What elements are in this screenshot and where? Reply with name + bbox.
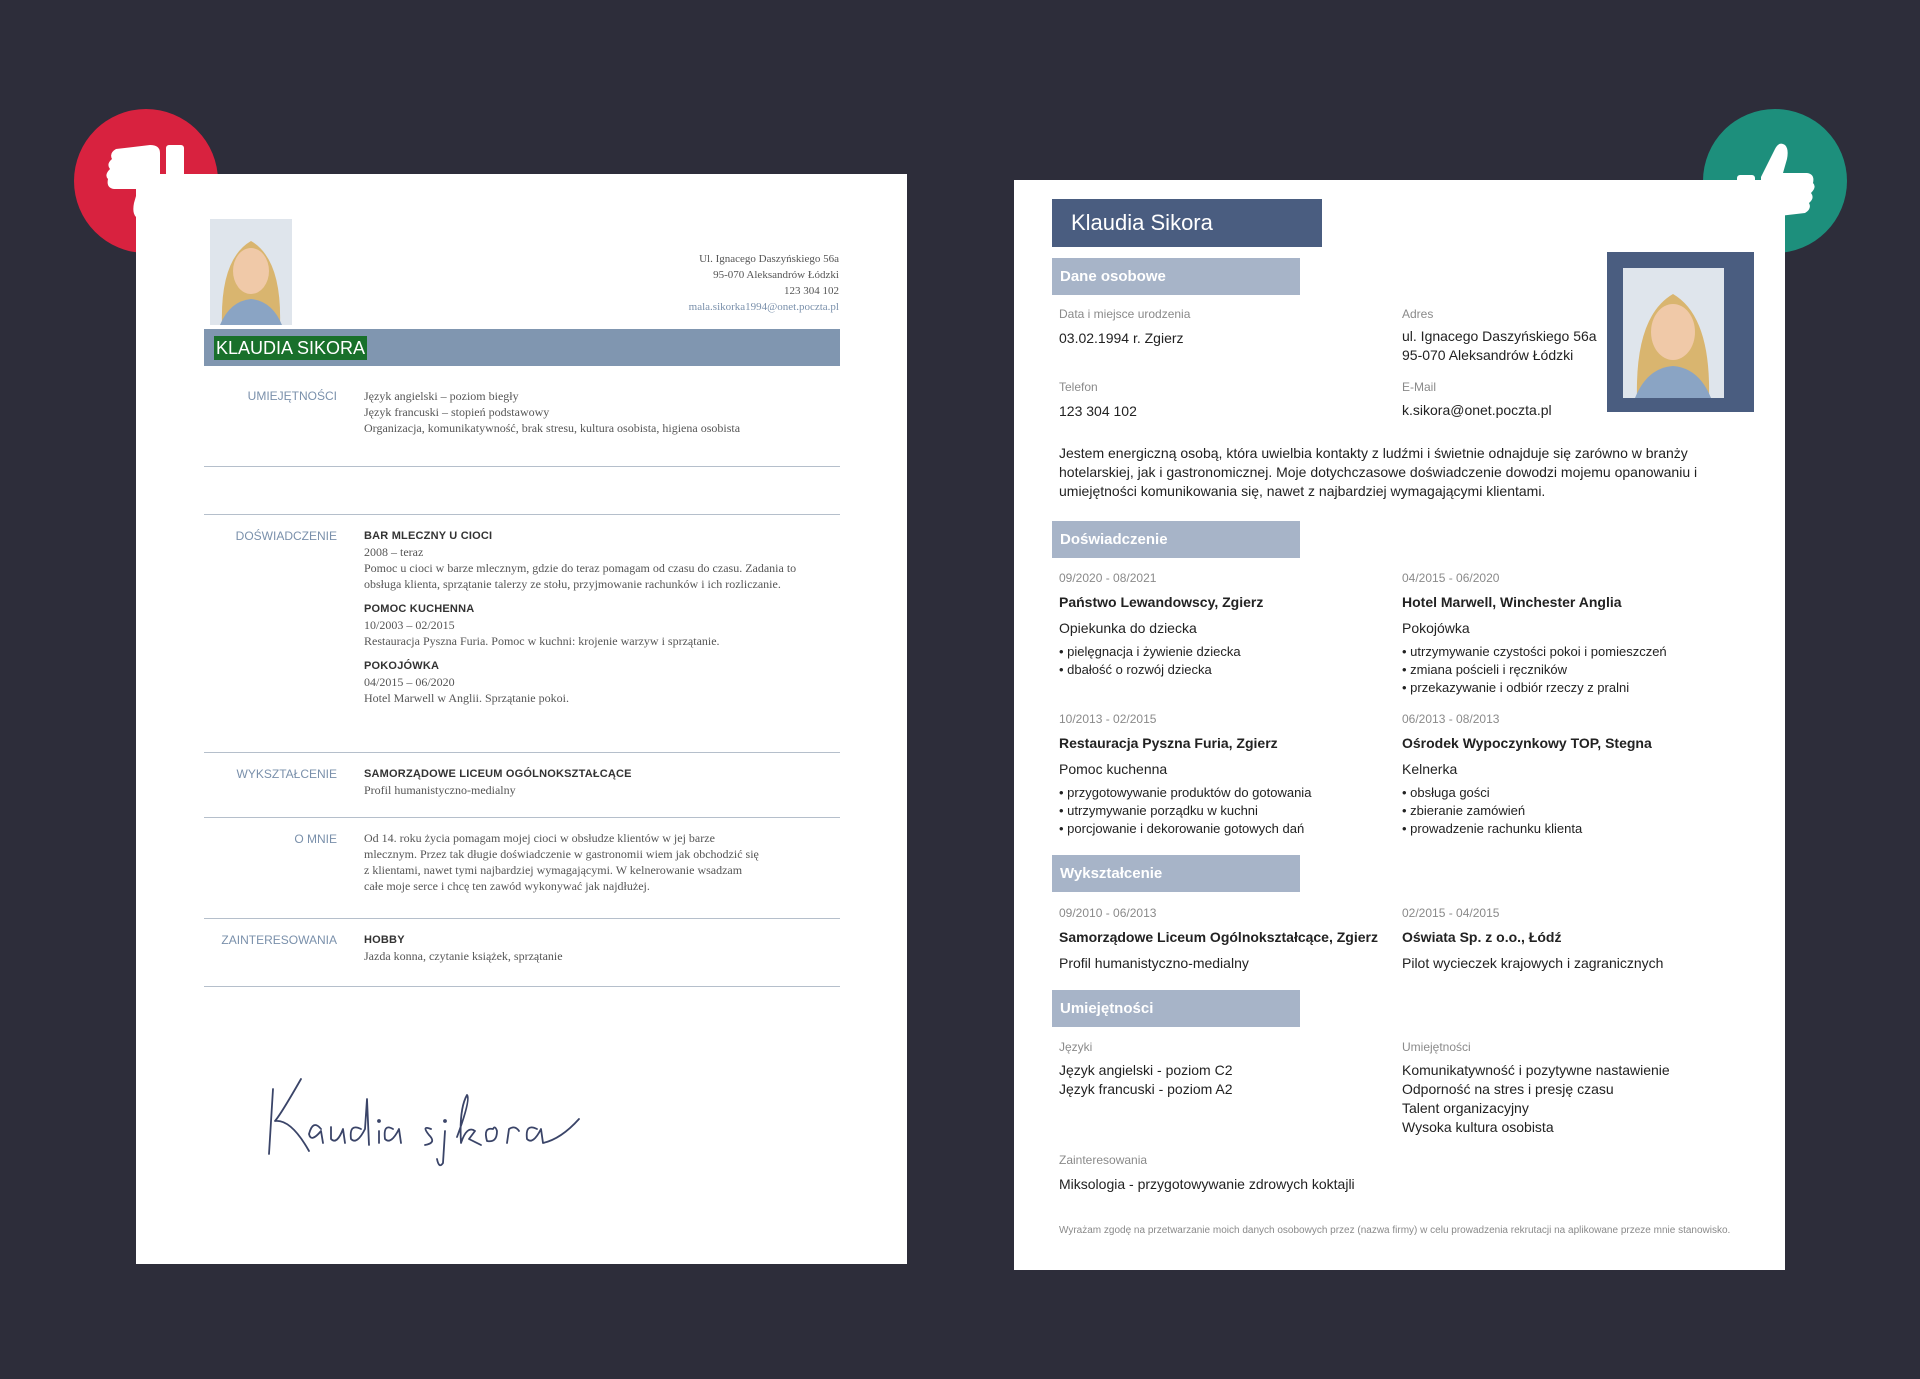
- contact-phone: 123 304 102: [784, 285, 839, 297]
- languages-label: Języki: [1059, 1040, 1093, 1054]
- divider: [204, 918, 840, 919]
- bad-cv-page: [136, 174, 907, 1264]
- section-label-about: O MNIE: [294, 832, 337, 846]
- divider: [204, 514, 840, 515]
- section-heading-skills: Umiejętności: [1052, 990, 1300, 1027]
- section-label-experience: DOŚWIADCZENIE: [235, 529, 337, 543]
- contact-street: Ul. Ignacego Daszyńskiego 56a: [699, 253, 839, 265]
- interests-label: Zainteresowania: [1059, 1153, 1148, 1167]
- good-job-item: 10/2013 - 02/2015 Restauracja Pyszna Furia, Zgierz Pomoc kuchenna • przygotowywanie produktów do gotowania • utrzymywanie porządku w kuchni • porcjowanie i dekorowanie gotowych dań: [1059, 710, 1379, 838]
- bad-about: Od 14. roku życia pomagam mojej cioci w obsłudze klientów w jej barze mlecznym. Przez tak długie doświadczenie w gastronomii wiem jak obchodzić się z klientami, nawet tymi najbardziej wymagającymi. W kelnerowanie wsadzam całe moje serce i chcę ten zawód wykonywać jak najdłużej.: [364, 831, 759, 893]
- good-job-item: 09/2020 - 08/2021 Państwo Lewandowscy, Zgierz Opiekunka do dziecka • pielęgnacja i żywienie dziecka • dbałość o rozwój dziecka: [1059, 569, 1379, 679]
- section-label-skills: UMIEJĘTNOŚCI: [247, 389, 337, 403]
- contact-city: 95-070 Aleksandrów Łódzki: [713, 269, 839, 281]
- soft-skills-list: Komunikatywność i pozytywne nastawienie Odporność na stres i presję czasu Talent organizacyjny Wysoka kultura osobista: [1402, 1062, 1670, 1135]
- bad-cv-contact: [689, 251, 839, 315]
- interests-value: Miksologia - przygotowywanie zdrowych koktajli: [1059, 1176, 1355, 1192]
- section-heading-experience: Doświadczenie: [1052, 521, 1300, 558]
- section-label-education: WYKSZTAŁCENIE: [236, 767, 337, 781]
- divider: [204, 466, 840, 467]
- section-heading-personal: Dane osobowe: [1052, 258, 1300, 295]
- bad-experience: BAR MLECZNY U CIOCI 2008 – teraz Pomoc u cioci w barze mlecznym, gdzie do teraz pomagam od czasu do czasu. Zadania to obsługa klienta, sprzątanie talerzy ze stołu, przyjmowanie rachunków i ich rozliczanie. POMOC KUCHENNA 10/2003 – 02/2015 Restauracja Pyszna Furia. Pomoc w kuchni: krojenie warzyw i sprzątanie. POKOJÓWKA 04/2015 – 06/2020 Hotel Marwell w Anglii. Sprzątanie pokoi.: [364, 530, 797, 705]
- divider: [204, 986, 840, 987]
- bad-cv-photo: [210, 219, 292, 325]
- divider: [204, 817, 840, 818]
- divider: [204, 752, 840, 753]
- bad-interests: HOBBY Jazda konna, czytanie książek, sprzątanie: [364, 934, 563, 963]
- section-label-interests: ZAINTERESOWANIA: [221, 933, 337, 947]
- contact-email: mala.sikorka1994@onet.poczta.pl: [688, 301, 839, 313]
- soft-skills-label: Umiejętności: [1402, 1040, 1471, 1054]
- languages-list: Język angielski - poziom C2 Język francuski - poziom A2: [1059, 1062, 1233, 1097]
- address-value: ul. Ignacego Daszyńskiego 56a 95-070 Aleksandrów Łódzki: [1402, 328, 1597, 363]
- handwritten-signature: [261, 1059, 591, 1169]
- email-value: k.sikora@onet.poczta.pl: [1402, 402, 1552, 418]
- birth-value: 03.02.1994 r. Zgierz: [1059, 330, 1184, 346]
- phone-label: Telefon: [1059, 380, 1098, 394]
- good-education-item: 02/2015 - 04/2015 Oświata Sp. z o.o., Łódź Pilot wycieczek krajowych i zagranicznych: [1402, 906, 1664, 971]
- good-cv-name: Klaudia Sikora: [1052, 199, 1322, 247]
- email-label: E-Mail: [1402, 380, 1437, 394]
- bad-cv-name: KLAUDIA SIKORA: [216, 338, 366, 358]
- address-label: Adres: [1402, 307, 1434, 321]
- good-education-item: 09/2010 - 06/2013 Samorządowe Liceum Ogólnokształcące, Zgierz Profil humanistyczno-medialny: [1059, 906, 1378, 971]
- bad-skills: Język angielski – poziom biegły Język francuski – stopień podstawowy Organizacja, komunikatywność, brak stresu, kultura osobista, higiena osobista: [364, 389, 741, 435]
- good-cv-photo-frame: [1607, 252, 1754, 412]
- phone-value: 123 304 102: [1059, 403, 1137, 419]
- good-cv-page: [1014, 180, 1785, 1270]
- section-heading-education: Wykształcenie: [1052, 855, 1300, 892]
- birth-label: Data i miejsce urodzenia: [1059, 307, 1191, 321]
- good-cv-photo: [1623, 268, 1724, 398]
- bad-education: SAMORZĄDOWE LICEUM OGÓLNOKSZTAŁCĄCE Profil humanistyczno-medialny: [364, 768, 632, 797]
- good-job-item: 04/2015 - 06/2020 Hotel Marwell, Winchester Anglia Pokojówka • utrzymywanie czystości pokoi i pomieszczeń • zmiana pościeli i ręczników • przekazywanie i odbiór rzeczy z pralni: [1402, 569, 1742, 697]
- good-cv-about: Jestem energiczną osobą, która uwielbia kontakty z ludźmi i świetnie odnajduje się zarówno w branży hotelarskiej, jak i gastronomicznej. Moje dotychczasowe doświadczenie dowodzi mojemu opanowaniu i umiejętności komunikowania się, nawet z najbardziej wymagającymi klientami.: [1059, 445, 1698, 499]
- gdpr-consent: Wyrażam zgodę na przetwarzanie moich danych osobowych przez (nazwa firmy) w celu prowadzenia rekrutacji na aplikowane przeze mnie stanowisko.: [1059, 1225, 1731, 1236]
- good-job-item: 06/2013 - 08/2013 Ośrodek Wypoczynkowy TOP, Stegna Kelnerka • obsługa gości • zbieranie zamówień • prowadzenie rachunku klienta: [1402, 710, 1742, 838]
